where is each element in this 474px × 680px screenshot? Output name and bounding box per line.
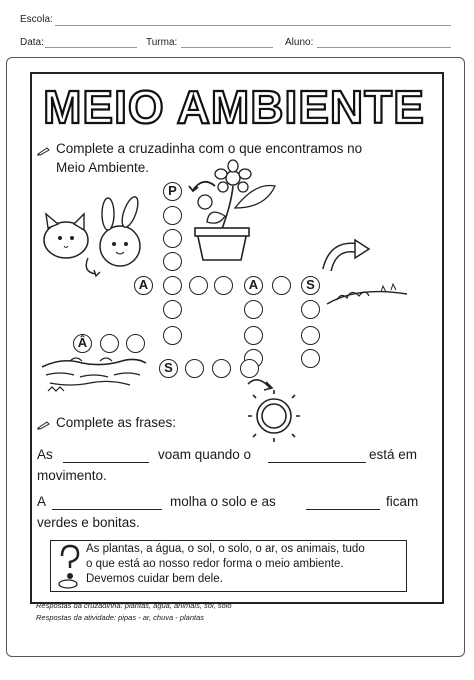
sun-illustration — [242, 372, 312, 442]
sentence2-text: molha o solo e as — [170, 494, 276, 509]
sentence1-blank2[interactable] — [268, 462, 366, 463]
crossword-cell[interactable] — [185, 359, 204, 378]
instruction-crossword: Complete a cruzadinha com o que encontramos no — [56, 141, 363, 156]
sentence1-text: voam quando o — [158, 447, 252, 462]
sentence2-word: A — [37, 494, 47, 509]
crossword-cell[interactable] — [163, 326, 182, 345]
crossword-cell[interactable] — [240, 359, 259, 378]
escola-field[interactable] — [55, 25, 451, 26]
aluno-field[interactable] — [317, 47, 451, 48]
sentence1-word: As — [37, 447, 53, 462]
info-line-3: Devemos cuidar bem dele. — [86, 573, 223, 585]
data-label: Data: — [20, 37, 44, 48]
crossword-cell[interactable] — [301, 300, 320, 319]
turma-field[interactable] — [181, 47, 273, 48]
sentence2-text: ficam — [386, 494, 419, 509]
sentence1-text: movimento. — [37, 468, 107, 483]
pencil-icon — [37, 146, 51, 156]
crossword-cell[interactable] — [163, 206, 182, 225]
crossword-cell[interactable]: A — [244, 276, 263, 295]
crossword-cell[interactable] — [214, 276, 233, 295]
crossword-cell[interactable] — [163, 276, 182, 295]
info-line-2: o que está ao nosso redor forma o meio ambiente. — [86, 558, 344, 570]
crossword-cell[interactable] — [272, 276, 291, 295]
crossword-cell[interactable]: Â — [73, 334, 92, 353]
instruction-crossword-2: Meio Ambiente. — [56, 160, 150, 175]
sentence2-text: verdes e bonitas. — [37, 515, 140, 530]
crossword-cell[interactable]: S — [159, 359, 178, 378]
crossword-cell[interactable] — [244, 326, 263, 345]
turma-label: Turma: — [146, 37, 178, 48]
crossword-cell[interactable] — [100, 334, 119, 353]
pencil-icon — [37, 420, 51, 430]
crossword-cell[interactable] — [163, 229, 182, 248]
data-field[interactable] — [45, 47, 137, 48]
crossword-cell[interactable] — [163, 300, 182, 319]
crossword-cell[interactable] — [212, 359, 231, 378]
aluno-label: Aluno: — [285, 37, 314, 48]
crossword-cell[interactable]: A — [134, 276, 153, 295]
crossword-cell[interactable] — [163, 252, 182, 271]
crossword-cell[interactable]: P — [163, 182, 182, 201]
crossword-cell[interactable] — [301, 326, 320, 345]
crossword-cell[interactable]: S — [301, 276, 320, 295]
crossword-answers: Respostas da cruzadinha: plantas, água, animais, sol, solo — [36, 601, 232, 610]
sentence2-blank1[interactable] — [52, 509, 162, 510]
landscape-illustration — [317, 234, 417, 304]
sentence2-blank2[interactable] — [306, 509, 380, 510]
info-line-1: As plantas, a água, o sol, o solo, o ar, os animais, tudo — [86, 543, 365, 555]
instruction-sentences: Complete as frases: — [56, 415, 177, 430]
escola-label: Escola: — [20, 14, 53, 25]
cat-and-rabbit-illustration — [38, 200, 158, 280]
sentence1-blank1[interactable] — [63, 462, 149, 463]
crossword-cell[interactable] — [244, 300, 263, 319]
page-title: MEIO AMBIENTE — [43, 81, 425, 133]
water-illustration — [40, 347, 150, 397]
title-banner — [0, 76, 474, 136]
snail-question-icon — [54, 542, 84, 590]
crossword-cell[interactable] — [301, 349, 320, 368]
sentence1-text: está em — [369, 447, 418, 462]
crossword-cell[interactable] — [189, 276, 208, 295]
crossword-cell[interactable] — [126, 334, 145, 353]
flower-pot-illustration — [185, 160, 295, 260]
activity-answers: Respostas da atividade: pipas - ar, chuva - plantas — [36, 613, 205, 622]
